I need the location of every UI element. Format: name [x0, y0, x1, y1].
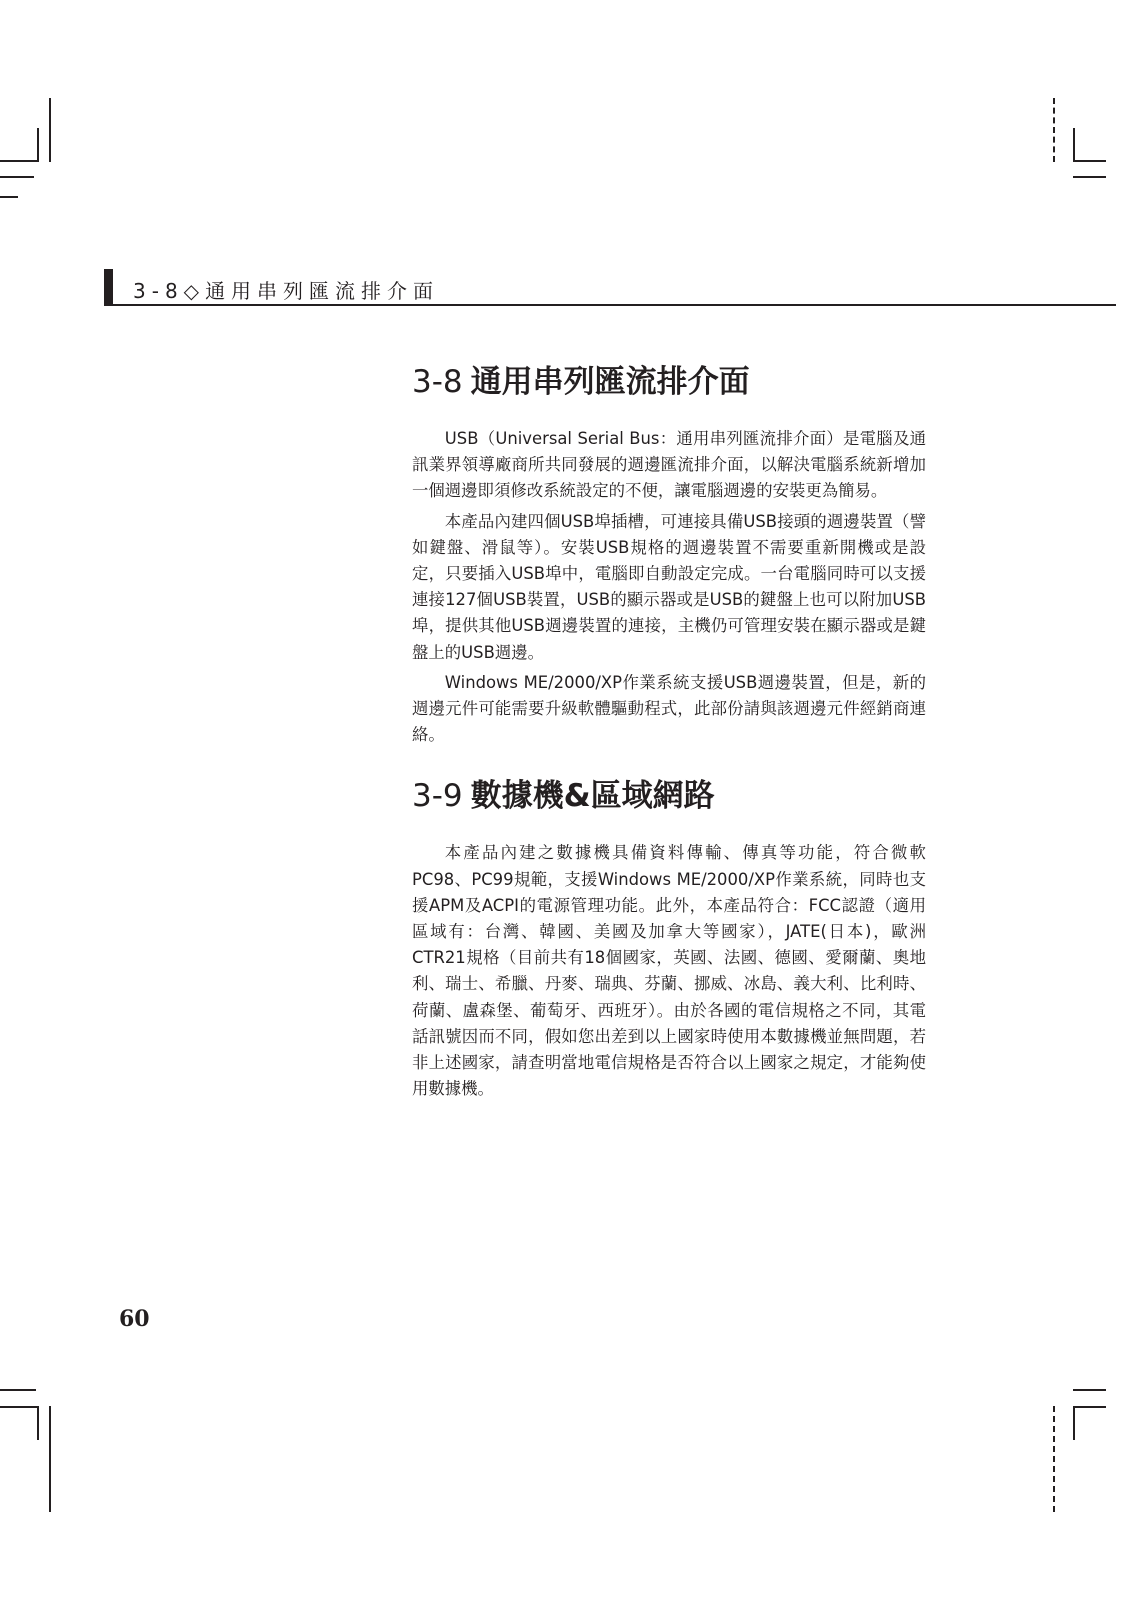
- crop-mark-bottom-left-vertical-2: [49, 1406, 51, 1512]
- crop-mark-top-right-vertical: [1073, 128, 1075, 162]
- crop-mark-top-left-horizontal-2: [0, 176, 34, 178]
- paragraph: Windows ME/2000/XP作業系統支援USB週邊裝置，但是，新的週邊元件可能需要升級軟體驅動程式，此部份請與該週邊元件經銷商連絡。: [412, 672, 926, 745]
- section-number: 3-9: [412, 778, 463, 815]
- section-number: 3-8: [412, 364, 463, 400]
- diamond-icon: ◇: [183, 279, 206, 303]
- running-header-section: 3-8: [133, 279, 184, 303]
- crop-mark-top-left-vertical-2: [49, 98, 51, 162]
- crop-mark-bottom-left-horizontal-2: [0, 1406, 38, 1408]
- running-header-bar: [104, 269, 113, 305]
- page-number: 60: [119, 1306, 150, 1332]
- crop-mark-top-right-dashed: [1053, 98, 1055, 162]
- crop-mark-bottom-right-dashed: [1053, 1406, 1055, 1512]
- paragraph: 本產品內建四個USB埠插槽，可連接具備USB接頭的週邊裝置（譬如鍵盤、滑鼠等）。安裝USB規格的週邊裝置不需要重新開機或是設定，只要插入USB埠中，電腦即自動設定完成。一台電腦同時可以支援連接127個USB裝置，USB的顯示器或是USB的鍵盤上也可以附加USB埠，提供其他USB週邊裝置的連接，主機仍可管理安裝在顯示器或是鍵盤上的USB週邊。: [412, 511, 926, 662]
- section-title: 數據機&區域網路: [470, 778, 715, 815]
- crop-mark-top-right-horizontal-1: [1073, 160, 1106, 162]
- crop-mark-bottom-right-horizontal-2: [1073, 1406, 1106, 1408]
- crop-mark-top-left-horizontal-3: [0, 196, 18, 198]
- crop-mark-bottom-right-horizontal-1: [1073, 1389, 1106, 1391]
- crop-mark-bottom-right-vertical: [1073, 1406, 1075, 1440]
- content-column: [412, 360, 926, 1106]
- crop-mark-top-right-horizontal-2: [1073, 176, 1106, 178]
- paragraph: 本產品內建之數據機具備資料傳輸、傳真等功能，符合微軟PC98、PC99規範，支援Windows ME/2000/XP作業系統，同時也支援APM及ACPI的電源管理功能。此外，本產品符合：FCC認證（適用區域有：台灣、韓國、美國及加拿大等國家），JATE(日本)，歐洲CTR21規格（目前共有18個國家，英國、法國、德國、愛爾蘭、奧地利、瑞士、希臘、丹麥、瑞典、芬蘭、挪威、冰島、義大利、比利時、荷蘭、盧森堡、葡萄牙、西班牙）。由於各國的電信規格之不同，其電話訊號因而不同，假如您出差到以上國家時使用本數據機並無問題，若非上述國家，請查明當地電信規格是否符合以上國家之規定，才能夠使用數據機。: [412, 843, 926, 1099]
- section-title: 通用串列匯流排介面: [470, 364, 750, 400]
- section-heading-3-9: [412, 774, 926, 818]
- running-header-rule: [104, 304, 1116, 306]
- crop-mark-top-left-horizontal-1: [0, 160, 39, 162]
- running-header-title: 通用串列匯流排介面: [205, 279, 440, 303]
- running-header: [133, 275, 439, 304]
- crop-mark-bottom-left-horizontal-1: [0, 1389, 36, 1391]
- section-heading-3-8: [412, 360, 926, 404]
- crop-mark-top-left-vertical-1: [37, 128, 39, 162]
- paragraph: USB（Universal Serial Bus：通用串列匯流排介面）是電腦及通訊業界領導廠商所共同發展的週邊匯流排介面，以解決電腦系統新增加一個週邊即須修改系統設定的不便，讓電腦週邊的安裝更為簡易。: [412, 429, 926, 501]
- crop-mark-bottom-left-vertical-1: [37, 1406, 39, 1440]
